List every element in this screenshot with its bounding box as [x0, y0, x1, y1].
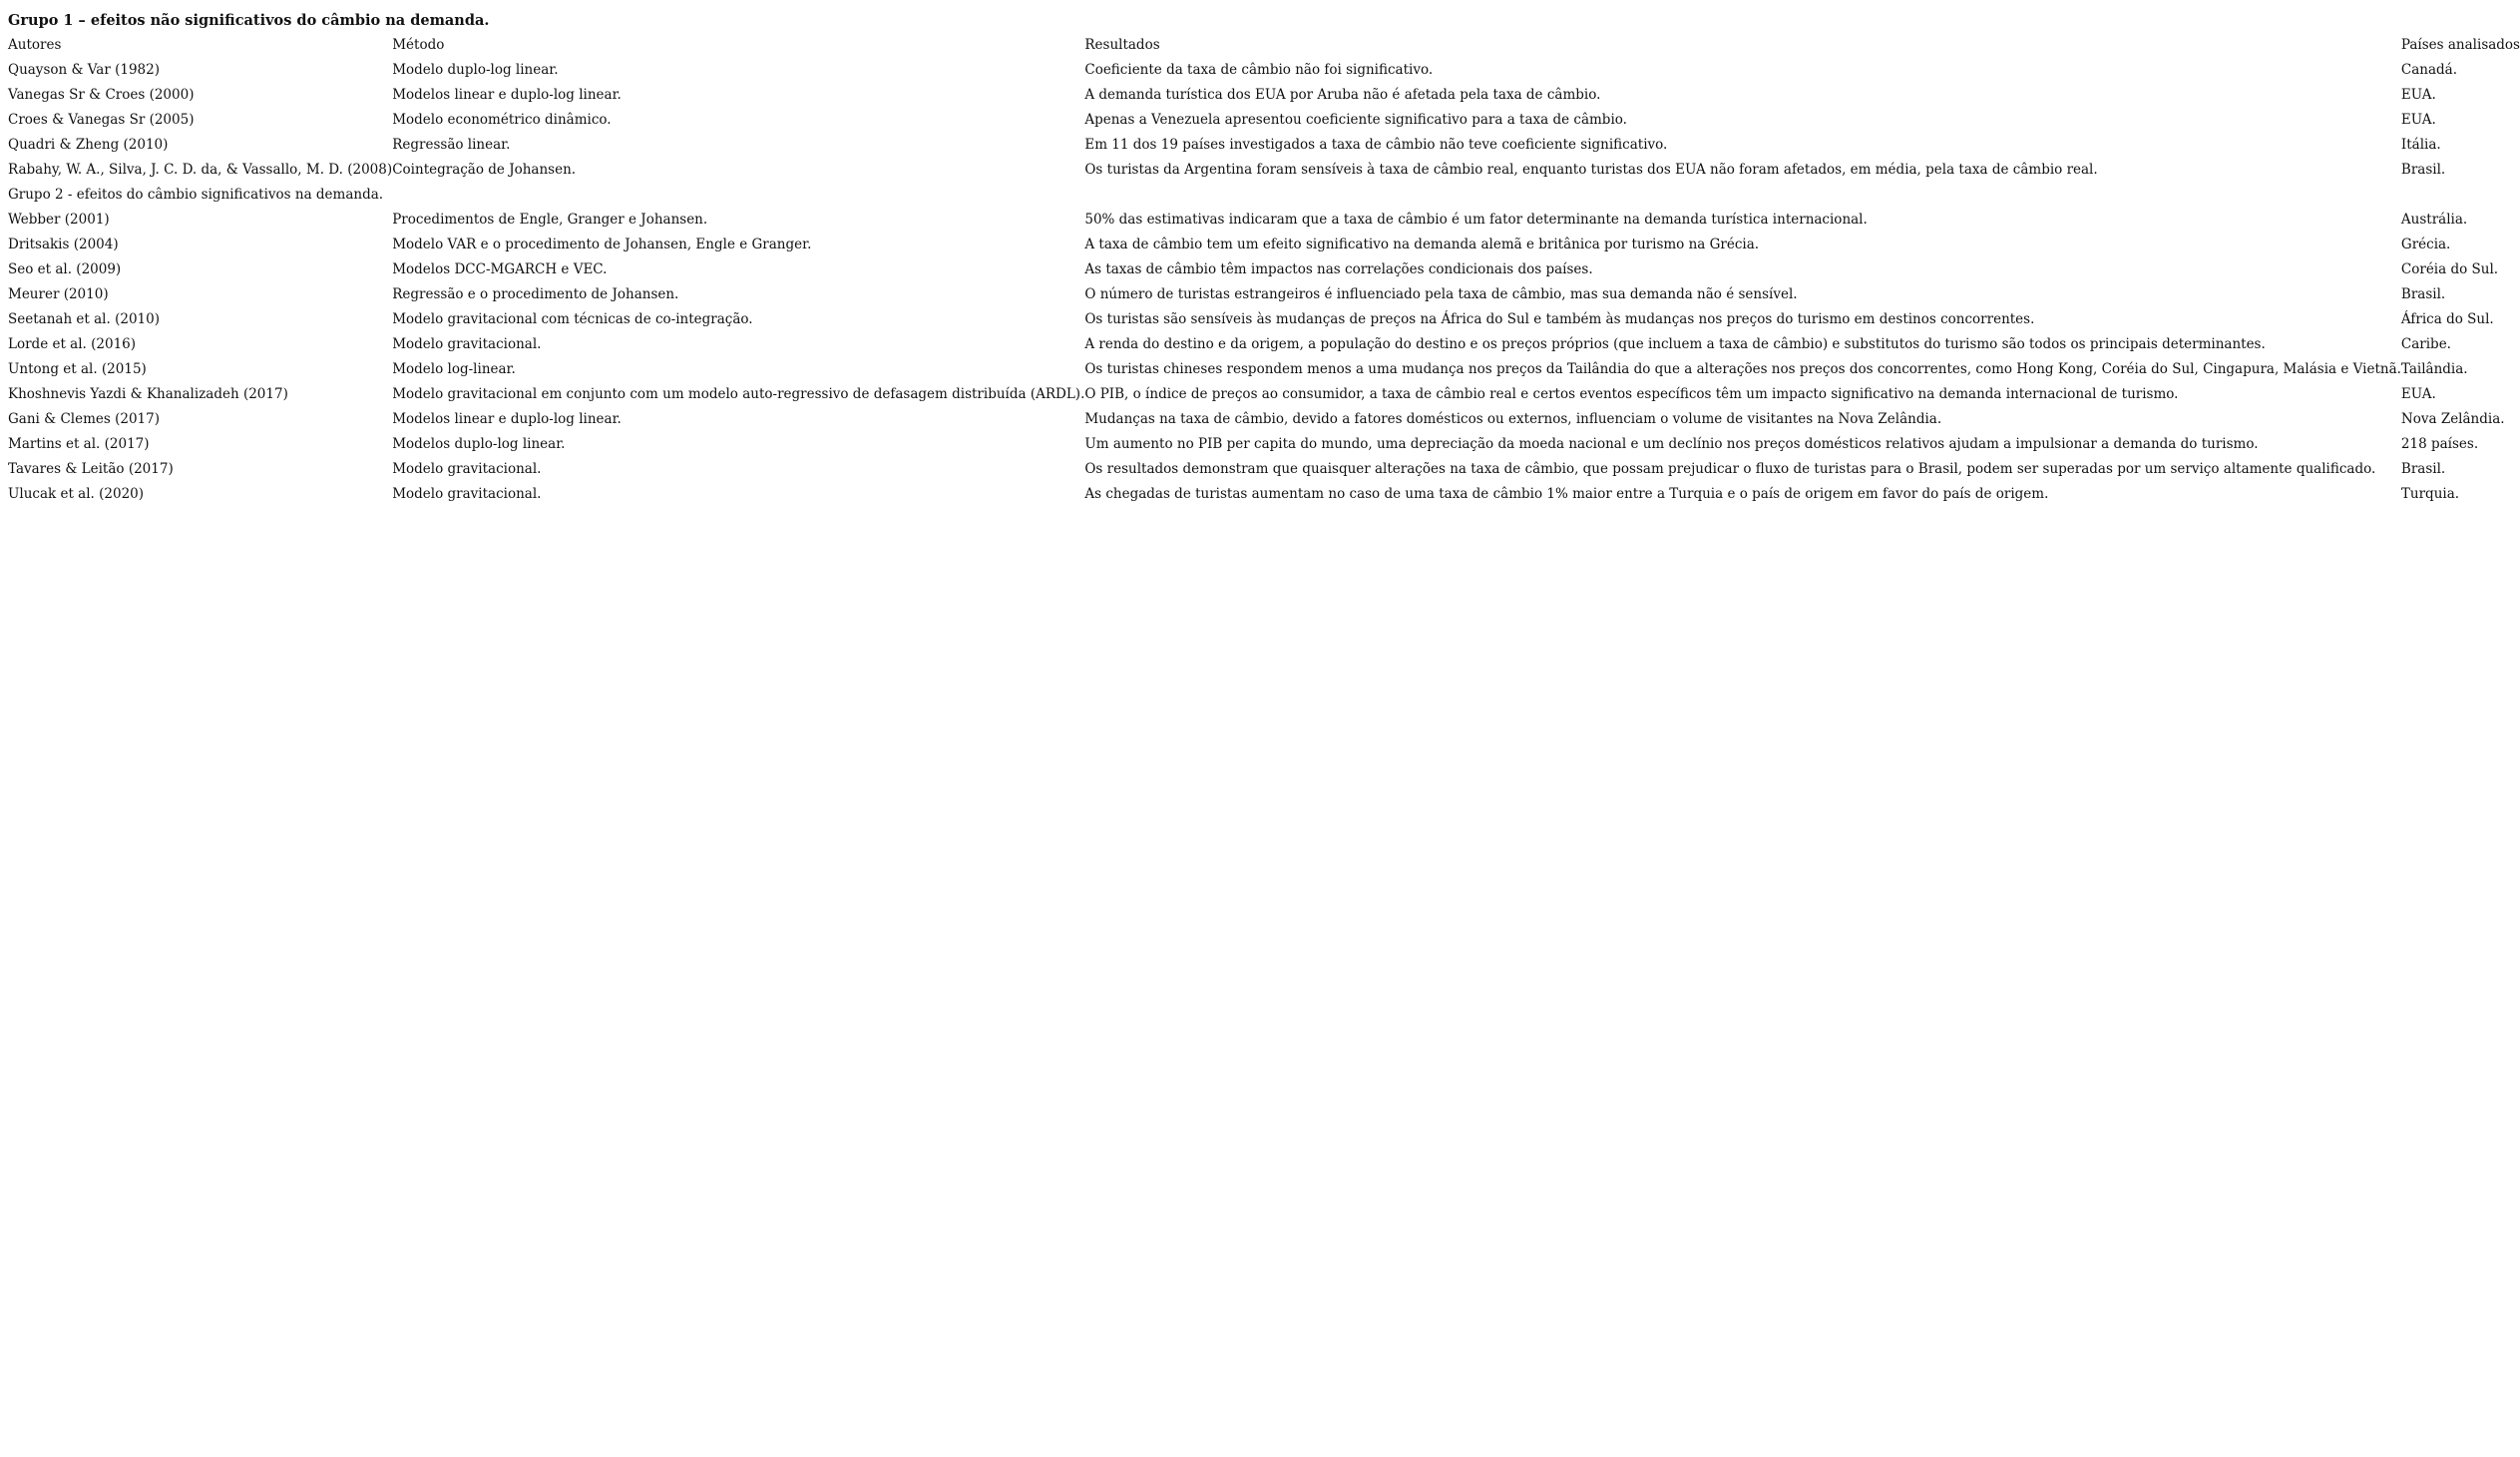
- table-row: [8, 233, 2520, 257]
- cell-paises: África do Sul.: [2400, 311, 2494, 327]
- cell-paises: EUA.: [2400, 87, 2436, 103]
- cell-metodo: Regressão linear.: [392, 137, 511, 153]
- cell-resultados: As chegadas de turistas aumentam no caso de uma taxa de câmbio 1% maior entre a Turquia e o país de origem em favor do país de origem.: [1084, 486, 2049, 502]
- cell-resultados: Os turistas da Argentina foram sensíveis à taxa de câmbio real, enquanto turistas dos EUA não foram afetados, em média, pela taxa de câmbio real.: [1084, 162, 2098, 178]
- cell-metodo: Modelo duplo-log linear.: [392, 62, 559, 78]
- cell-resultados: Os resultados demonstram que quaisquer alterações na taxa de câmbio, que possam prejudicar o fluxo de turistas para o Brasil, podem ser superadas por um serviço altamente qualificado.: [1084, 461, 2376, 477]
- cell-metodo: Modelos DCC-MGARCH e VEC.: [392, 261, 608, 277]
- cell-autores: Lorde et al. (2016): [8, 336, 137, 352]
- header-paises: Países analisados: [2400, 37, 2520, 53]
- cell-paises: EUA.: [2400, 112, 2436, 128]
- cell-autores: Khoshnevis Yazdi & Khanalizadeh (2017): [8, 386, 288, 402]
- cell-autores: Meurer (2010): [8, 286, 109, 302]
- cell-metodo: Modelo gravitacional em conjunto com um modelo auto-regressivo de defasagem distribuída (ARDL).: [392, 386, 1085, 402]
- cell-metodo: Modelos linear e duplo-log linear.: [392, 411, 622, 427]
- cell-metodo: Modelo gravitacional com técnicas de co-integração.: [392, 311, 753, 327]
- cell-paises: Brasil.: [2400, 286, 2446, 302]
- cell-autores: Martins et al. (2017): [8, 436, 150, 452]
- cell-autores: Webber (2001): [8, 212, 110, 228]
- group-title-row: [8, 183, 2520, 208]
- table-row: [8, 83, 2520, 108]
- cell-autores: Quadri & Zheng (2010): [8, 137, 169, 153]
- cell-resultados: A renda do destino e da origem, a população do destino e os preços próprios (que incluem a taxa de câmbio) e substitutos do turismo são todos os principais determinantes.: [1084, 336, 2266, 352]
- table-row: [8, 108, 2520, 133]
- cell-paises: Nova Zelândia.: [2400, 411, 2505, 427]
- cell-resultados: Coeficiente da taxa de câmbio não foi significativo.: [1084, 62, 1434, 78]
- cell-metodo: Modelo log-linear.: [392, 361, 516, 377]
- cell-resultados: Os turistas chineses respondem menos a uma mudança nos preços da Tailândia do que a alterações nos preços dos concorrentes, como Hong Kong, Coréia do Sul, Cingapura, Malásia e Vietnã.: [1084, 361, 2401, 377]
- table-row: [8, 432, 2520, 457]
- cell-metodo: Cointegração de Johansen.: [392, 162, 577, 178]
- cell-resultados: Um aumento no PIB per capita do mundo, uma depreciação da moeda nacional e um declínio nos preços domésticos relativos ajudam a impulsionar a demanda do turismo.: [1084, 436, 2259, 452]
- cell-paises: Canadá.: [2400, 62, 2458, 78]
- cell-paises: Turquia.: [2400, 486, 2460, 502]
- table-row: [8, 307, 2520, 332]
- cell-autores: Dritsakis (2004): [8, 237, 119, 252]
- cell-metodo: Procedimentos de Engle, Granger e Johansen.: [392, 212, 708, 228]
- cell-resultados: As taxas de câmbio têm impactos nas correlações condicionais dos países.: [1084, 261, 1593, 277]
- cell-metodo: Modelo gravitacional.: [392, 461, 542, 477]
- cell-paises: Grécia.: [2400, 237, 2451, 252]
- cell-autores: Gani & Clemes (2017): [8, 411, 160, 427]
- cell-paises: 218 países.: [2400, 436, 2479, 452]
- cell-resultados: A taxa de câmbio tem um efeito significativo na demanda alemã e britânica por turismo na Grécia.: [1084, 237, 1760, 252]
- table-row: [8, 457, 2520, 482]
- cell-metodo: Modelos linear e duplo-log linear.: [392, 87, 622, 103]
- cell-resultados: 50% das estimativas indicaram que a taxa de câmbio é um fator determinante na demanda turística internacional.: [1084, 212, 1868, 228]
- table-row: [8, 332, 2520, 357]
- cell-autores: Vanegas Sr & Croes (2000): [8, 87, 195, 103]
- table-row: [8, 482, 2520, 507]
- cell-metodo: Modelos duplo-log linear.: [392, 436, 566, 452]
- cell-resultados: Mudanças na taxa de câmbio, devido a fatores domésticos ou externos, influenciam o volume de visitantes na Nova Zelândia.: [1084, 411, 1942, 427]
- table-row: [8, 407, 2520, 432]
- table-row: [8, 382, 2520, 407]
- cell-paises: Brasil.: [2400, 162, 2446, 178]
- cell-autores: Seo et al. (2009): [8, 261, 122, 277]
- header-resultados: Resultados: [1084, 37, 1160, 53]
- cell-paises: Caribe.: [2400, 336, 2451, 352]
- table-row: [8, 357, 2520, 382]
- cell-resultados: O PIB, o índice de preços ao consumidor, a taxa de câmbio real e certos eventos específicos têm um impacto significativo na demanda internacional de turismo.: [1084, 386, 2179, 402]
- cell-autores: Tavares & Leitão (2017): [8, 461, 174, 477]
- cell-autores: Quayson & Var (1982): [8, 62, 160, 78]
- table-row: [8, 158, 2520, 183]
- cell-autores: Rabahy, W. A., Silva, J. C. D. da, & Vassallo, M. D. (2008): [8, 162, 393, 178]
- literature-table: [8, 33, 2520, 507]
- cell-paises: Itália.: [2400, 137, 2441, 153]
- cell-metodo: Modelo VAR e o procedimento de Johansen, Engle e Granger.: [392, 237, 812, 252]
- cell-paises: EUA.: [2400, 386, 2436, 402]
- header-row: [8, 33, 2520, 58]
- cell-paises: Coréia do Sul.: [2400, 261, 2499, 277]
- cell-metodo: Modelo gravitacional.: [392, 336, 542, 352]
- table-row: [8, 133, 2520, 158]
- cell-autores: Seetanah et al. (2010): [8, 311, 160, 327]
- cell-autores: Untong et al. (2015): [8, 361, 147, 377]
- cell-paises: Tailândia.: [2400, 361, 2468, 377]
- group2-title: Grupo 2 - efeitos do câmbio significativos na demanda.: [8, 187, 384, 203]
- cell-resultados: Apenas a Venezuela apresentou coeficiente significativo para a taxa de câmbio.: [1084, 112, 1627, 128]
- cell-autores: Croes & Vanegas Sr (2005): [8, 112, 195, 128]
- table-row: [8, 58, 2520, 83]
- sheet-title: Grupo 1 – efeitos não significativos do câmbio na demanda.: [8, 12, 490, 29]
- cell-metodo: Regressão e o procedimento de Johansen.: [392, 286, 679, 302]
- cell-metodo: Modelo gravitacional.: [392, 486, 542, 502]
- cell-paises: Brasil.: [2400, 461, 2446, 477]
- cell-autores: Ulucak et al. (2020): [8, 486, 145, 502]
- cell-paises: Austrália.: [2400, 212, 2468, 228]
- table-row: [8, 282, 2520, 307]
- header-metodo: Método: [392, 37, 445, 53]
- cell-resultados: O número de turistas estrangeiros é influenciado pela taxa de câmbio, mas sua demanda não é sensível.: [1084, 286, 1798, 302]
- table-row: [8, 208, 2520, 233]
- cell-resultados: Os turistas são sensíveis às mudanças de preços na África do Sul e também às mudanças nos preços do turismo em destinos concorrentes.: [1084, 311, 2035, 327]
- header-autores: Autores: [8, 37, 62, 53]
- cell-resultados: A demanda turística dos EUA por Aruba não é afetada pela taxa de câmbio.: [1084, 87, 1601, 103]
- cell-resultados: Em 11 dos 19 países investigados a taxa de câmbio não teve coeficiente significativo.: [1084, 137, 1668, 153]
- cell-metodo: Modelo econométrico dinâmico.: [392, 112, 612, 128]
- spreadsheet-sheet: [8, 8, 2520, 507]
- table-row: [8, 257, 2520, 282]
